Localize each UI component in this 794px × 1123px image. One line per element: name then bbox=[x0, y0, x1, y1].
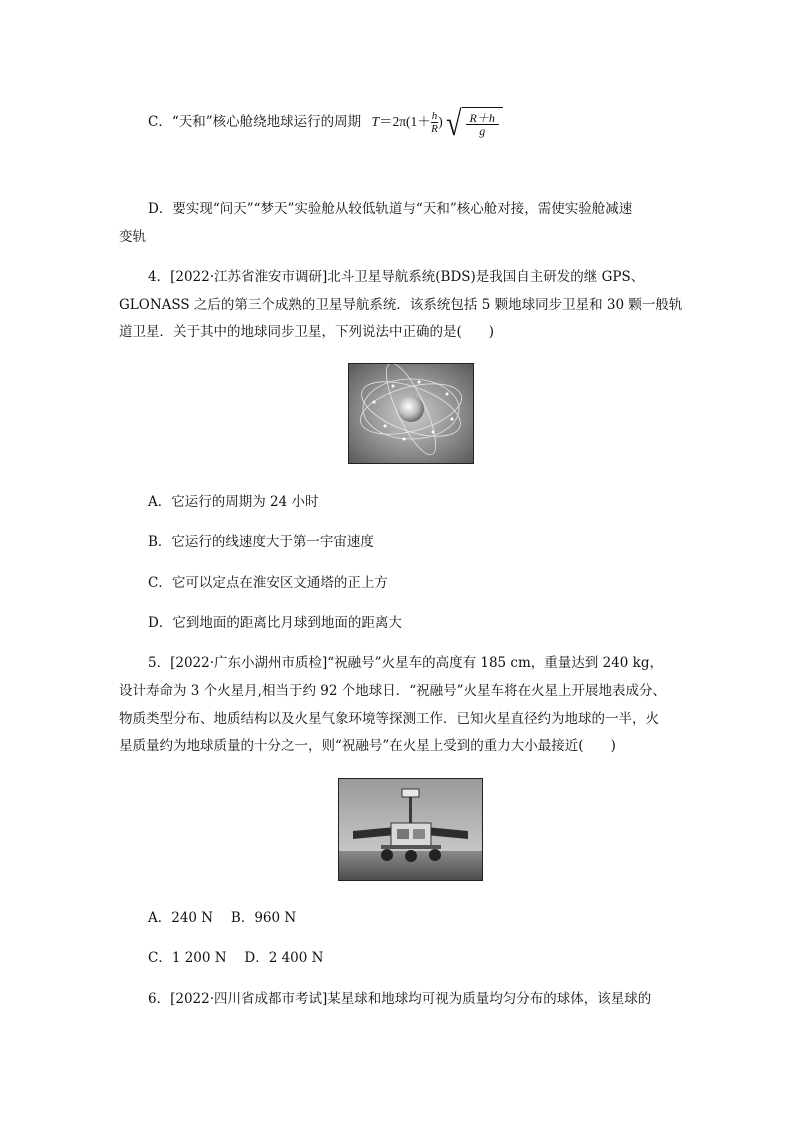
q4-stem-line3: 道卫星．关于其中的地球同步卫星，下列说法中正确的是( ) bbox=[119, 324, 495, 340]
q4-option-d: D．它到地面的距离比月球到地面的距离大 bbox=[148, 615, 402, 631]
q3-option-c bbox=[148, 104, 503, 144]
h-over-r-fraction: $\frac{h}{R}$ bbox=[431, 110, 438, 136]
q5-stem-line4: 星质量约为地球质量的十分之一，则“祝融号”在火星上受到的重力大小最接近( ) bbox=[119, 738, 616, 754]
q3-option-c-text: C．“天和”核心舱绕地球运行的周期 bbox=[148, 114, 362, 131]
q4-stem-line2: GLONASS 之后的第三个成熟的卫星导航系统．该系统包括 5 颗地球同步卫星和 30 颗一般轨 bbox=[119, 297, 683, 313]
q4-stem-line1: 4．[2022·江苏省淮安市调研]北斗卫星导航系统(BDS)是我国自主研发的继 GPS、 bbox=[148, 269, 645, 285]
q4-option-a: A．它运行的周期为 24 小时 bbox=[148, 494, 319, 510]
q3-option-d-line1: D．要实现“问天”“梦天”实验舱从较低轨道与“天和”核心舱对接，需使实验舱减速 bbox=[148, 201, 633, 217]
q3-period-formula: T＝2π(1＋ $\frac{h}{R}$ ) √ $\frac{R+h}{g}$ bbox=[371, 114, 502, 129]
q5-options-row2: C．1 200 N D．2 400 N bbox=[148, 950, 324, 966]
q3-option-d-line2: 变轨 bbox=[119, 229, 146, 245]
satellite-orbit-image bbox=[348, 363, 474, 464]
q5-stem-line3: 物质类型分布、地质结构以及火星气象环境等探测工作．已知火星直径约为地球的一半，火 bbox=[119, 711, 659, 727]
q4-option-b: B．它运行的线速度大于第一宇宙速度 bbox=[148, 534, 374, 550]
q5-stem-line2: 设计寿命为 3 个火星月,相当于约 92 个地球日．“祝融号”火星车将在火星上开展地表成分、 bbox=[119, 683, 667, 699]
rover-icon bbox=[339, 779, 482, 880]
mars-rover-image bbox=[338, 778, 483, 881]
q4-option-c: C．它可以定点在淮安区文通塔的正上方 bbox=[148, 575, 388, 591]
q5-stem-line1: 5．[2022·广东小湖州市质检]“祝融号”火星车的高度有 185 cm，重量达到 240 kg， bbox=[148, 655, 663, 671]
q6-stem-line1: 6．[2022·四川省成都市考试]某星球和地球均可视为质量均匀分布的球体，该星球的 bbox=[148, 991, 652, 1007]
square-root: √ $\frac{R+h}{g}$ bbox=[446, 107, 503, 139]
earth-satellites-icon bbox=[349, 364, 473, 463]
radical-sign-icon: √ bbox=[446, 104, 462, 144]
q5-options-row1: A．240 N B．960 N bbox=[148, 910, 297, 926]
